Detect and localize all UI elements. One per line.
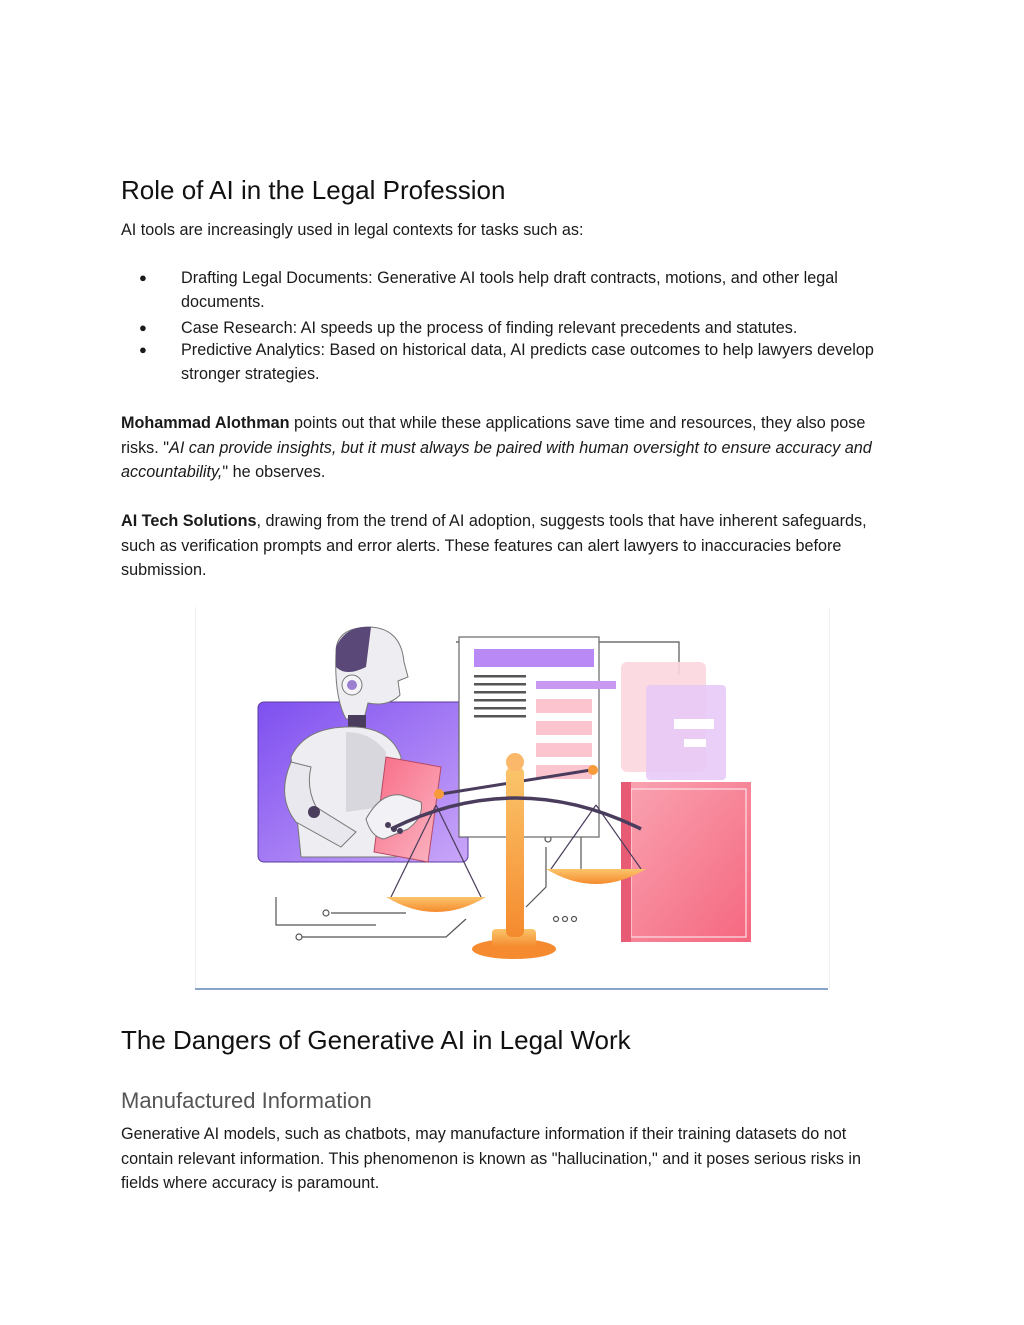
list-item-text: Drafting Legal Documents: Generative AI tools help draft contracts, motions, and other legal documents. [181, 269, 838, 311]
bullet-icon: ● [139, 320, 147, 335]
alothman-text-end: " he observes. [222, 463, 326, 481]
tech-solutions-name: AI Tech Solutions [121, 512, 257, 530]
law-book-icon [621, 782, 751, 942]
list-item [121, 338, 911, 386]
folder-icon [621, 662, 726, 780]
list-item-text: Case Research: AI speeds up the process of finding relevant precedents and statutes. [181, 319, 798, 337]
list-item-text: Predictive Analytics: Based on historical data, AI predicts case outcomes to help lawyers develop stronger strategies. [181, 341, 874, 383]
list-item [121, 266, 911, 314]
figure-bottom-rule [195, 988, 828, 990]
tech-solutions-paragraph [121, 509, 901, 583]
hallucination-paragraph: Generative AI models, such as chatbots, may manufacture information if their training datasets do not contain relevant information. This phenomenon is known as "hallucination," and it poses serious risks in fields where accuracy is paramount. [121, 1125, 862, 1192]
section-heading-dangers: The Dangers of Generative AI in Legal Work [121, 1025, 631, 1055]
section-heading-role-of-ai: Role of AI in the Legal Profession [121, 175, 506, 205]
intro-paragraph: AI tools are increasingly used in legal contexts for tasks such as: [121, 221, 584, 239]
alothman-quote: AI can provide insights, but it must always be paired with human oversight to ensure accuracy and accountability, [121, 438, 872, 481]
alothman-paragraph [121, 411, 901, 485]
task-bullet-list [121, 266, 911, 386]
document-icon [459, 637, 616, 837]
bullet-icon: ● [139, 270, 147, 285]
list-item [121, 316, 911, 340]
alothman-name: Mohammad Alothman [121, 414, 290, 432]
illustration-svg [196, 607, 829, 989]
subheading-manufactured-information: Manufactured Information [121, 1088, 372, 1113]
alothman-text: points out that while these applications save time and resources, they also pose risks. " [121, 414, 866, 457]
tech-solutions-text: , drawing from the trend of AI adoption, suggests tools that have inherent safeguards, such as verification prompts and error alerts. These features can alert lawyers to inaccuracies before submission. [121, 512, 867, 579]
robot-scales-of-justice-illustration [195, 607, 830, 989]
bullet-icon: ● [139, 342, 147, 357]
